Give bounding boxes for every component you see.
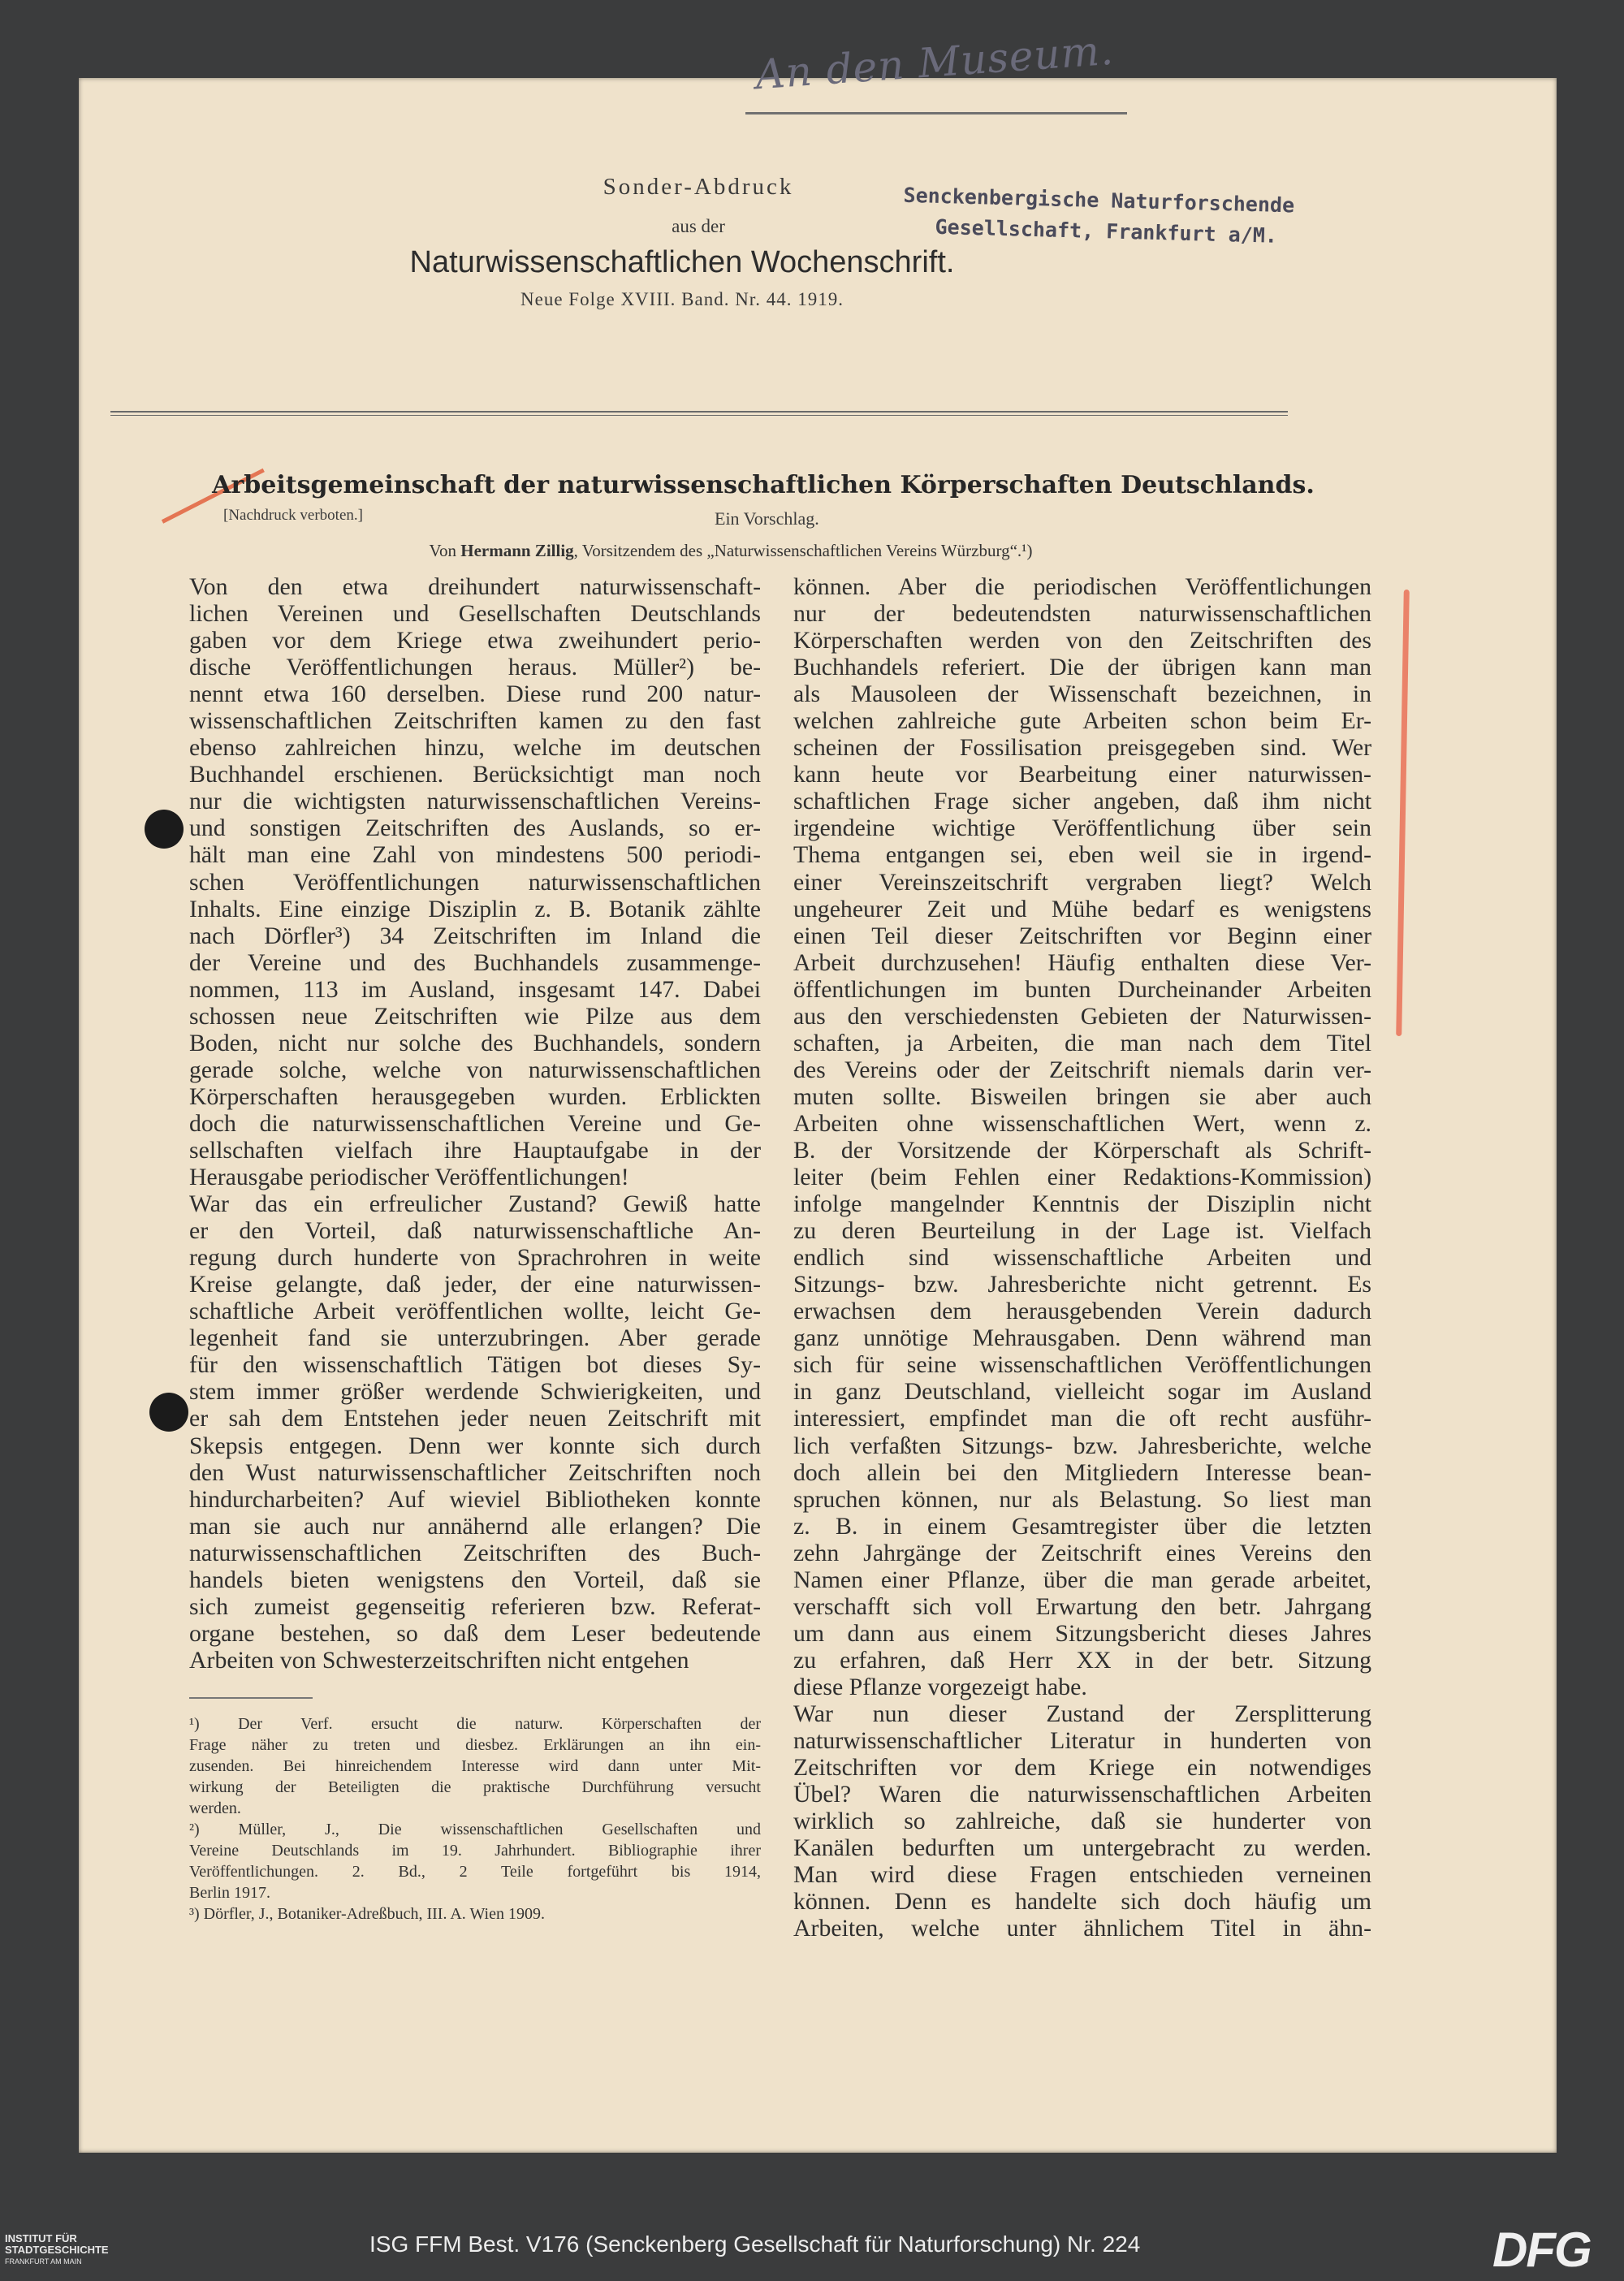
left-column-line: Buchhandel erschienen. Berücksichtigt man noch [189,761,761,788]
left-column-line: Herausgabe periodischer Veröffentlichungen! [189,1164,629,1191]
punch-hole-bottom [149,1393,188,1432]
institution-stamp [902,180,1415,255]
handwritten-note: An den Museum. [754,26,1116,99]
right-column-line: diese Pflanze vorgezeigt habe. [793,1673,1087,1700]
right-column-line: zu erfahren, daß Herr XX in der betr. Sitzung [793,1646,1371,1674]
from-label: aus der [672,216,725,236]
right-column-line: Arbeiten, welche unter ähnlichem Titel in ähn- [793,1915,1371,1942]
left-column-line: hindurcharbeiten? Auf wieviel Bibliotheken konnte [189,1485,761,1513]
left-column-line: gerade solche, welche von naturwissenschaftlichen [189,1056,761,1083]
right-column-line: Übel? Waren die naturwissenschaftlichen Arbeiten [793,1781,1371,1808]
right-column-line: interessiert, empfindet man die oft recht ausführ- [793,1405,1371,1432]
left-column-line: Von den etwa dreihundert naturwissenschaft- [189,573,761,600]
punch-hole-top [145,810,184,849]
footnotes-line: Frage näher zu treten und diesbez. Erklärungen an ihn ein- [189,1736,761,1754]
left-column-line: Kreise gelangte, daß jeder, der eine naturwissen- [189,1271,761,1298]
left-column-line: Körperschaften herausgegeben wurden. Erblickten [189,1082,761,1110]
right-column-line: ungeheurer Zeit und Mühe bedarf es wenigstens [793,895,1371,922]
footnote-separator [189,1697,313,1699]
right-column-line: lich verfaßten Sitzungs- bzw. Jahresberichte, welche [793,1432,1371,1459]
archive-caption: ISG FFM Best. V176 (Senckenberg Gesellschaft für Naturforschung) Nr. 224 [369,2231,1141,2257]
left-column-line: schen Veröffentlichungen naturwissenschaftlichen [189,868,761,896]
journal-title: Naturwissenschaftlichen Wochenschrift. [409,245,955,279]
left-column-line: schossen neue Zeitschriften wie Pilze aus dem [189,1002,761,1030]
left-column-line: nommen, 113 im Ausland, insgesamt 147. Dabei [189,975,761,1003]
left-column-line: nach Dörfler³) 34 Zeitschriften im Inland die [189,922,761,949]
left-column-line: sich zumeist gegenseitig referieren bzw. Referat- [189,1592,761,1620]
offprint-label: Sonder-Abdruck [603,174,794,200]
byline [162,541,1299,561]
left-column-line: wissenschaftlichen Zeitschriften kamen zu den fast [189,707,761,735]
institute-line-1: INSTITUT FÜR [5,2232,77,2244]
footnotes-line: wirkung der Beteiligten die praktische Durchführung versucht [189,1778,761,1796]
header-rule-bottom [110,415,1288,416]
right-column-line: welchen zahlreiche gute Arbeiten schon beim Er- [793,707,1371,735]
right-column-line: Körperschaften werden von den Zeitschriften des [793,627,1371,654]
right-column-line: erwachsen dem herausgebenden Verein dadurch [793,1298,1371,1325]
right-column-line: endlich sind wissenschaftliche Arbeiten und [793,1244,1371,1272]
right-column-line: naturwissenschaftlicher Literatur in hunderten von [793,1727,1371,1755]
red-margin-line [1396,590,1410,1036]
right-column-line: spruchen können, nur als Belastung. So liest man [793,1485,1371,1513]
right-column-line: als Mausoleen der Wissenschaft bezeichnen, in [793,680,1371,708]
right-column-line: Buchhandels referiert. Die der übrigen kann man [793,654,1371,681]
left-column-line: schaftliche Arbeit veröffentlichen wollte, leicht Ge- [189,1298,761,1325]
byline-prefix: Von [429,541,461,560]
left-column-line: gaben vor dem Kriege etwa zweihundert perio- [189,627,761,654]
left-column-line: er den Vorteil, daß naturwissenschaftliche An- [189,1217,761,1245]
right-column-line: kann heute vor Bearbeitung einer naturwissen- [793,761,1371,788]
left-column-line: doch die naturwissenschaftlichen Vereine und Ge- [189,1109,761,1137]
footnotes-line: Berlin 1917. [189,1884,270,1902]
left-column-line: regung durch hunderte von Sprachrohren in weite [189,1244,761,1272]
right-column-line: B. der Vorsitzende der Körperschaft als Schrift- [793,1136,1371,1164]
right-column-line: scheinen der Fossilisation preisgegeben sind. Wer [793,734,1371,762]
left-column-line: handels bieten wenigstens den Vorteil, daß sie [189,1566,761,1593]
right-column-line: wirklich so zahlreiche, daß sie hunderter von [793,1808,1371,1835]
institute-line-3: FRANKFURT AM MAIN [5,2257,82,2266]
right-column-line: Namen einer Pflanze, über die man gerade arbeitet, [793,1566,1371,1593]
left-column-line: den Wust naturwissenschaftlicher Zeitschriften noch [189,1458,761,1486]
article-title: Arbeitsgemeinschaft der naturwissenschaftlichen Körperschaften Deutschlands. [212,471,1315,499]
right-column-line: sich für seine wissenschaftlichen Veröffentlichungen [793,1351,1371,1379]
left-column-line: ebenso zahlreichen hinzu, welche im deutschen [189,734,761,762]
left-column-line: stem immer größer werdende Schwierigkeiten, und [189,1378,761,1406]
right-column-line: infolge mangelnder Kenntnis der Disziplin nicht [793,1190,1371,1218]
footnotes-line: ¹) Der Verf. ersucht die naturw. Körperschaften der [189,1715,761,1733]
right-column-line: z. B. in einem Gesamtregister über die letzten [793,1512,1371,1540]
right-column-line: zu deren Beurteilung in der Lage ist. Vielfach [793,1217,1371,1245]
left-column-line: der Vereine und des Buchhandels zusammenge- [189,948,761,976]
left-column-line: Arbeiten von Schwesterzeitschriften nicht entgehen [189,1646,689,1674]
footnotes-line: Veröffentlichungen. 2. Bd., 2 Teile fortgeführt bis 1914, [189,1863,761,1881]
footnotes-line: werden. [189,1799,241,1817]
right-column-line: öffentlichungen im bunten Durcheinander Arbeiten [793,975,1371,1003]
left-column-line: sellschaften vielfach ihre Hauptaufgabe in der [189,1136,761,1164]
left-column-line: War das ein erfreulicher Zustand? Gewiß hatte [189,1190,761,1218]
right-column-line: verschafft sich voll Erwartung den betr. Jahrgang [793,1592,1371,1620]
footnotes-line: zusenden. Bei hinreichendem Interesse wird dann unter Mit- [189,1757,761,1775]
right-column-line: schaften, ja Arbeiten, die man nach dem Titel [793,1029,1371,1056]
left-column-line: dische Veröffentlichungen heraus. Müller²) be- [189,654,761,681]
right-column-line: Kanälen bedurften um untergebracht zu werden. [793,1834,1371,1862]
right-column-line: leiter (beim Fehlen einer Redaktions-Kommission) [793,1164,1371,1191]
footnotes-line: ²) Müller, J., Die wissenschaftlichen Gesellschaften und [189,1821,761,1838]
institute-line-2: STADTGESCHICHTE [5,2244,109,2256]
author-name: Hermann Zillig [460,541,574,560]
right-column-line: um dann aus einem Sitzungsbericht dieses Jahres [793,1619,1371,1647]
left-column-line: hält man eine Zahl von mindestens 500 periodi- [189,841,761,869]
left-column-line: Boden, nicht nur solche des Buchhandels, sondern [189,1029,761,1056]
right-column-line: können. Denn es handelte sich doch häufig um [793,1888,1371,1916]
left-column-line: naturwissenschaftlichen Zeitschriften des Buch- [189,1539,761,1566]
article-subtitle: Ein Vorschlag. [715,508,819,529]
stamp-line-2: Gesellschaft, Frankfurt a/M. [935,214,1278,248]
left-column-line: organe bestehen, so daß dem Leser bedeutende [189,1619,761,1647]
right-column-line: zehn Jahrgänge der Zeitschrift eines Vereins den [793,1539,1371,1566]
left-text-column [189,573,761,1674]
right-column-line: nur der bedeutendsten naturwissenschaftlichen [793,600,1371,628]
left-column-line: nennt etwa 160 derselben. Diese rund 200 natur- [189,680,761,708]
right-column-line: des Vereins oder der Zeitschrift niemals darin ver- [793,1056,1371,1083]
right-column-line: Thema entgangen sei, eben weil sie in irgend- [793,841,1371,869]
reprint-notice: [Nachdruck verboten.] [223,507,363,524]
left-column-line: und sonstigen Zeitschriften des Auslands, so er- [189,814,761,842]
footnotes [189,1713,761,1925]
stamp-line-1: Senckenbergische Naturforschende [903,183,1295,218]
right-column-line: Sitzungs- bzw. Jahresberichte nicht getrennt. Es [793,1271,1371,1298]
right-column-line: doch allein bei den Mitgliedern Interesse bean- [793,1458,1371,1486]
right-column-line: in ganz Deutschland, vielleicht sogar im Ausland [793,1378,1371,1406]
right-text-column [793,573,1371,1942]
footnotes-line: Vereine Deutschlands im 19. Jahrhundert. Bibliographie ihrer [189,1842,761,1860]
right-column-line: muten sollte. Bisweilen bringen sie aber auch [793,1082,1371,1110]
issue-info: Neue Folge XVIII. Band. Nr. 44. 1919. [520,289,844,309]
handwritten-underline [745,112,1127,114]
left-column-line: man sie auch nur annähernd alle erlangen? Die [189,1512,761,1540]
right-column-line: schaftlichen Frage sicher angeben, daß ihm nicht [793,788,1371,815]
byline-affiliation: , Vorsitzendem des „Naturwissenschaftlichen Vereins Würzburg“.¹) [573,541,1033,560]
left-column-line: Skepsis entgegen. Denn wer konnte sich durch [189,1432,761,1459]
right-column-line: ganz unnötige Mehrausgaben. Denn während man [793,1324,1371,1352]
right-column-line: irgendeine wichtige Veröffentlichung über sein [793,814,1371,842]
header-rule-top [110,411,1288,413]
left-column-line: legenheit fand sie unterzubringen. Aber gerade [189,1324,761,1352]
institute-logo [5,2233,109,2267]
right-column-line: einer Vereinszeitschrift vergraben liegt? Welch [793,868,1371,896]
footnotes-line: ³) Dörfler, J., Botaniker-Adreßbuch, III. A. Wien 1909. [189,1905,545,1923]
left-column-line: lichen Vereinen und Gesellschaften Deutschlands [189,600,761,628]
right-column-line: aus den verschiedensten Gebieten der Naturwissen- [793,1002,1371,1030]
left-column-line: Inhalts. Eine einzige Disziplin z. B. Botanik zählte [189,895,761,922]
right-column-line: Zeitschriften vor dem Kriege ein notwendiges [793,1754,1371,1782]
dfg-logo: DFG [1492,2223,1591,2277]
right-column-line: Arbeit durchzusehen! Häufig enthalten diese Ver- [793,948,1371,976]
right-column-line: einen Teil dieser Zeitschriften vor Beginn einer [793,922,1371,949]
right-column-line: Man wird diese Fragen entschieden verneinen [793,1861,1371,1889]
left-column-line: für den wissenschaftlich Tätigen bot dieses Sy- [189,1351,761,1379]
right-column-line: War nun dieser Zustand der Zersplitterung [793,1700,1371,1727]
right-column-line: Arbeiten ohne wissenschaftlichen Wert, wenn z. [793,1109,1371,1137]
left-column-line: er sah dem Entstehen jeder neuen Zeitschrift mit [189,1405,761,1432]
left-column-line: nur die wichtigsten naturwissenschaftlichen Vereins- [189,788,761,815]
right-column-line: können. Aber die periodischen Veröffentlichungen [793,573,1371,600]
